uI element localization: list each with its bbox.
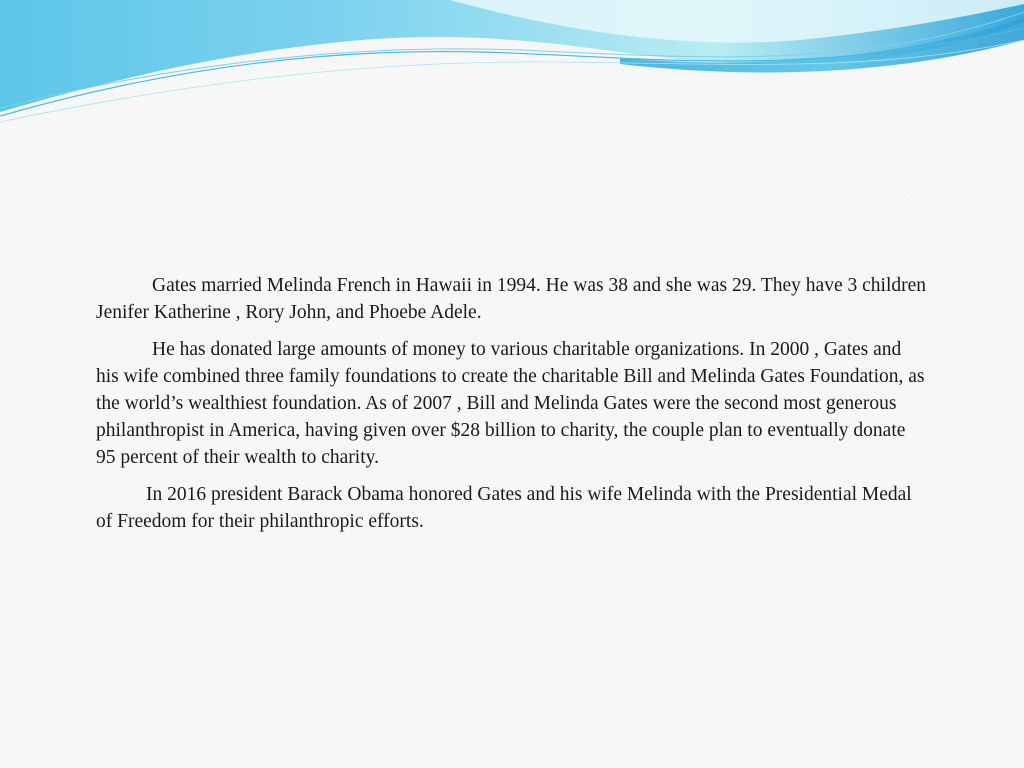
paragraph-philanthropy: He has donated large amounts of money to various charitable organizations. In 2000 , Gates and his wife combined three family foundations to create the charitable Bill and Melinda Gates Foundation, as the world’s wealthiest foundation. As of 2007 , Bill and Melinda Gates were the second most generous philanthropist in America, having given over $28 billion to charity, the couple plan to eventually donate 95 percent of their wealth to charity.	[96, 339, 925, 468]
paragraph-medal-of-freedom: In 2016 president Barack Obama honored Gates and his wife Melinda with the Presidential Medal of Freedom for their philanthropic efforts.	[96, 484, 912, 532]
header-wave-decoration	[0, 0, 1024, 130]
paragraph-marriage: Gates married Melinda French in Hawaii in 1994. He was 38 and she was 29. They have 3 children Jenifer Katherine , Rory John, and Phoebe Adele.	[96, 275, 927, 323]
slide-body-text	[96, 272, 926, 545]
